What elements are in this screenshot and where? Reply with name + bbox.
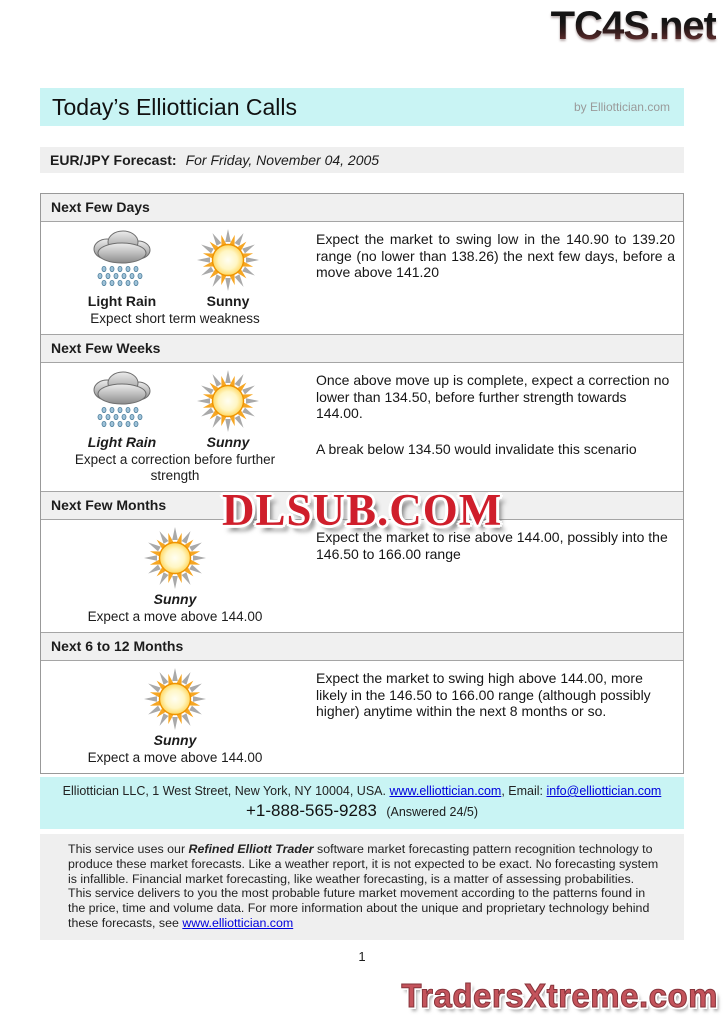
email-label: , Email:: [501, 784, 543, 798]
disclaimer-website-link[interactable]: www.elliottician.com: [182, 915, 294, 930]
bottom-logo-row: [0, 977, 724, 1015]
phone-availability: (Answered 24/5): [386, 805, 479, 819]
forecast-text: Expect the market to swing high above 144.00, more likely in the 146.50 to 166.00 range (although possibly higher) anytime within the next 8 months or so.: [316, 670, 651, 719]
section-caption: Expect a move above 144.00: [87, 609, 263, 624]
forecast-text: Once above move up is complete, expect a correction no lower than 134.50, before further strength towards 144.00.: [316, 372, 670, 421]
weather-icons-column: [41, 520, 309, 632]
report-title: Today’s Elliottician Calls: [52, 93, 298, 120]
forecast-text: A break below 134.50 would invalidate this scenario: [316, 440, 637, 457]
byline: by Elliottician.com: [573, 100, 670, 114]
icon-label: Light Rain: [87, 434, 157, 450]
site-logo-row: [0, 0, 724, 56]
weather-icons-column: [41, 363, 309, 491]
disclaimer: [40, 834, 684, 940]
disclaimer-text: software market forecasting pattern recognition technology to produce these market forecasts. Like a weather report, it is not expected to be exact. No forecasting system is infallible. Financial market forecasting, like weather forecasting, is a matter of assessing probabilities. This service delivers to you the most probable future market movement according to the patterns found in the price, time and volume data. For more information about the unique and proprietary technology behind these forecasts, see: [68, 842, 659, 930]
icon-label: Sunny: [206, 293, 250, 309]
icon-label: Light Rain: [87, 293, 157, 309]
forecast-text: Expect the market to swing low in the 140.90 to 139.20 range (no lower than 138.26) the next few days, before a move above 141.20: [316, 231, 675, 280]
dlsub-watermark: DLSUB.COM: [222, 485, 503, 535]
contact-line: [40, 784, 684, 798]
sun-icon: [143, 526, 207, 590]
section-caption: Expect a correction before further strength: [74, 452, 276, 483]
section-next-few-days: [41, 194, 683, 334]
website-link[interactable]: www.elliottician.com: [389, 784, 502, 798]
section-next-few-weeks: [41, 334, 683, 491]
section-title: Next Few Days: [41, 194, 683, 222]
company-address: Elliottician LLC, 1 West Street, New York, NY 10004, USA.: [62, 784, 386, 798]
section-caption: Expect short term weakness: [90, 311, 260, 326]
weather-icons-column: [41, 222, 309, 334]
section-title: Next 6 to 12 Months: [41, 632, 683, 661]
product-name: Refined Elliott Trader: [188, 842, 314, 856]
forecast-pair-band: [40, 147, 684, 173]
icon-label: Sunny: [153, 591, 197, 607]
forecast-text: Expect the market to rise above 144.00, possibly into the 146.50 to 166.00 range: [316, 529, 668, 562]
section-title: Next Few Months: [41, 491, 683, 520]
sun-icon: [196, 228, 260, 292]
forecast-date: For Friday, November 04, 2005: [185, 152, 380, 168]
sun-icon: [196, 369, 260, 433]
icon-label: Sunny: [206, 434, 250, 450]
phone-line: [40, 801, 684, 821]
rain-cloud-icon: [84, 369, 160, 433]
report-title-band: [40, 88, 684, 126]
forecast-pair-label: EUR/JPY Forecast:: [50, 152, 177, 168]
tc4s-logo[interactable]: TC4S.net: [550, 4, 716, 48]
section-caption: Expect a move above 144.00: [87, 750, 263, 765]
section-next-6-to-12-months: [41, 632, 683, 773]
contact-band: [40, 777, 684, 829]
weather-icons-column: [41, 661, 309, 773]
tradersxtreme-logo[interactable]: TradersXtreme.com: [401, 976, 718, 1014]
section-title: Next Few Weeks: [41, 334, 683, 363]
sun-icon: [143, 667, 207, 731]
email-link[interactable]: info@elliottician.com: [546, 784, 662, 798]
phone-number: +1-888-565-9283: [245, 801, 377, 820]
rain-cloud-icon: [84, 228, 160, 292]
disclaimer-text: This service uses our: [68, 842, 189, 856]
page-number: 1: [358, 948, 366, 964]
icon-label: Sunny: [153, 732, 197, 748]
